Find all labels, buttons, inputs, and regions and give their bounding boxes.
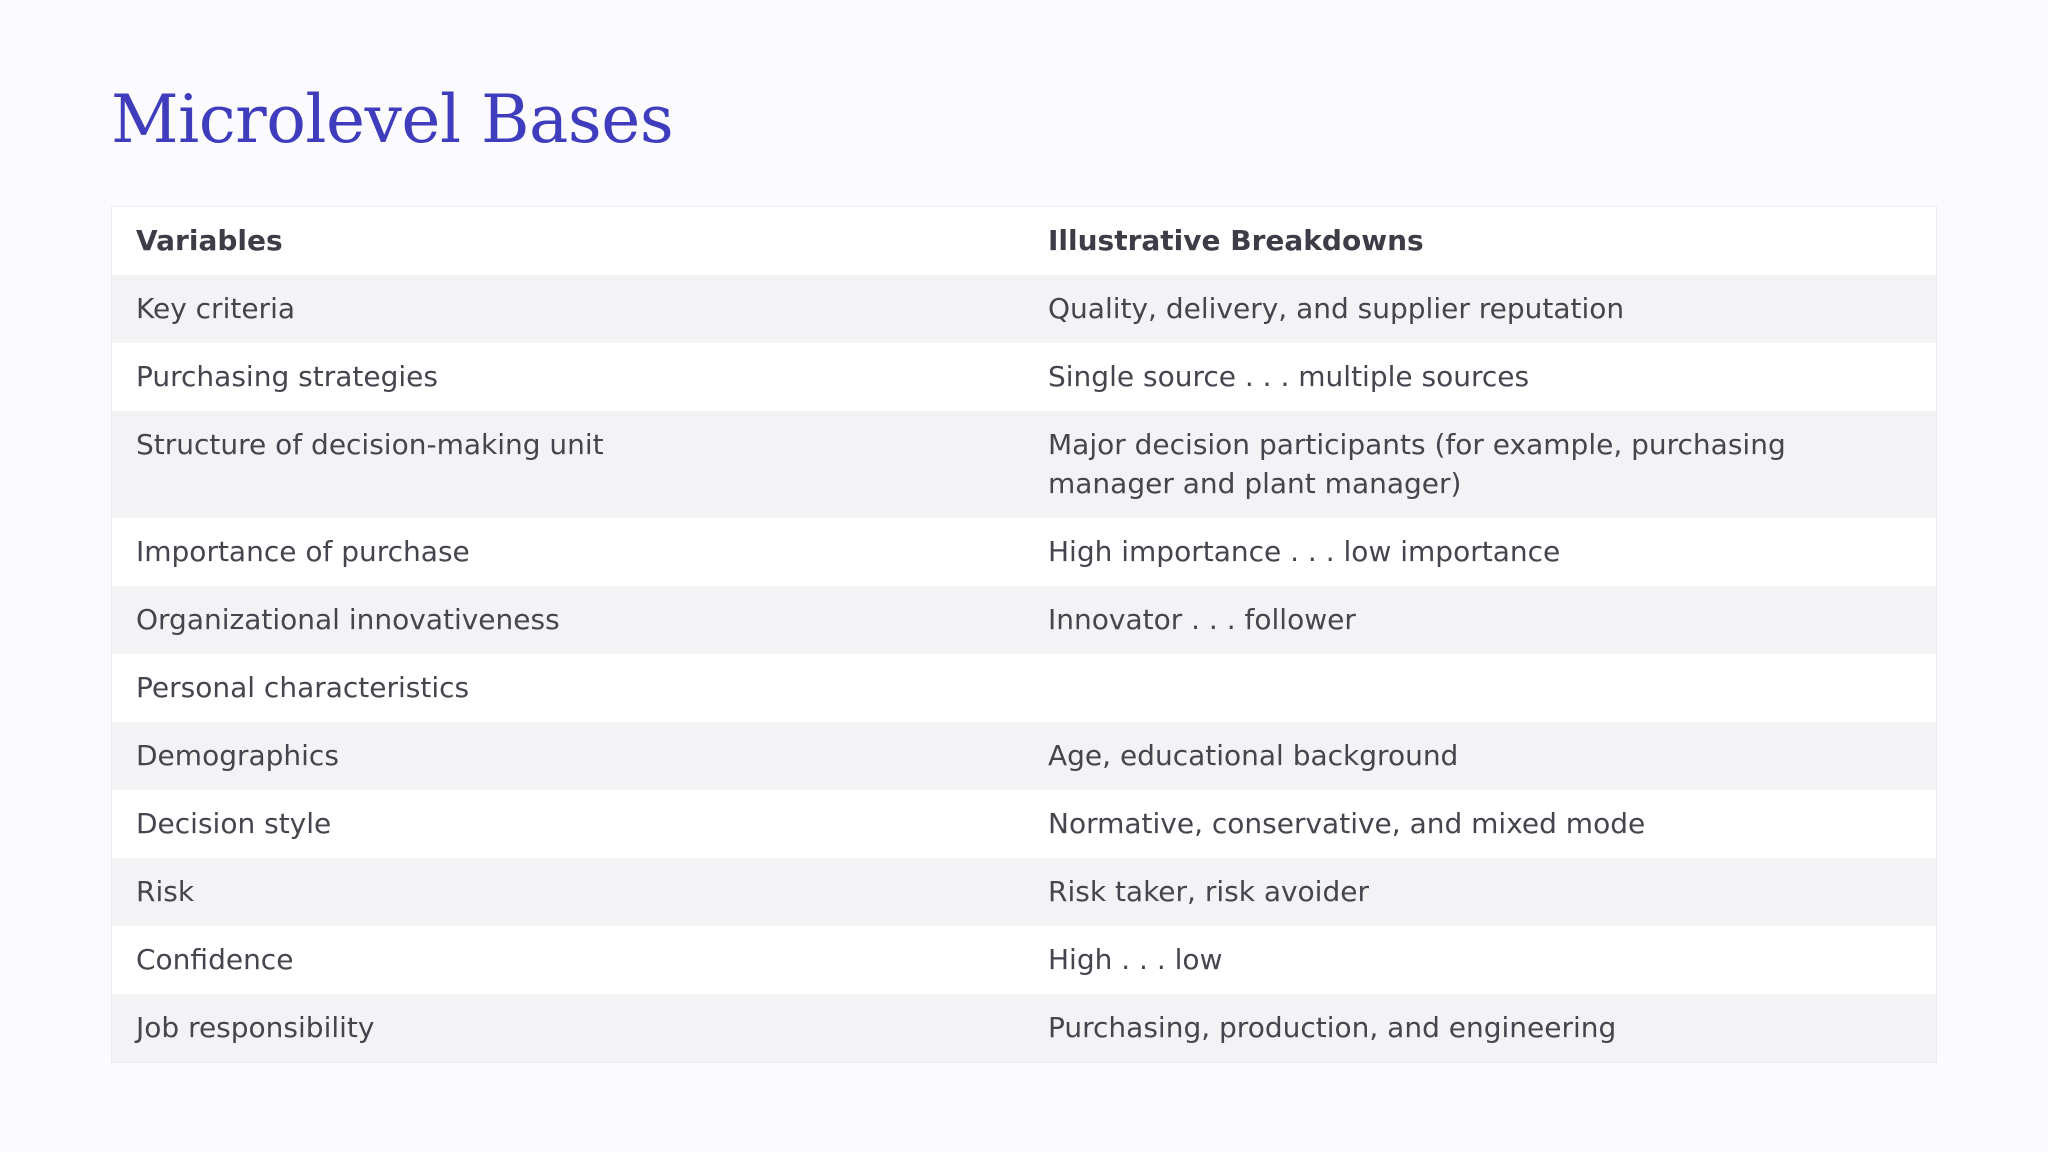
slide-title: Microlevel Bases xyxy=(111,81,674,158)
breakdown-cell: High importance . . . low importance xyxy=(1024,518,1936,586)
table-row xyxy=(112,790,1936,858)
header-illustrative-breakdowns: Illustrative Breakdowns xyxy=(1024,207,1936,275)
variable-cell: Importance of purchase xyxy=(112,518,1024,586)
table-row xyxy=(112,343,1936,411)
breakdown-cell: High . . . low xyxy=(1024,926,1936,994)
header-variables: Variables xyxy=(112,207,1024,275)
breakdown-cell xyxy=(1024,654,1936,722)
variable-cell: Demographics xyxy=(112,722,1024,790)
variable-cell: Risk xyxy=(112,858,1024,926)
table-row xyxy=(112,994,1936,1062)
table-row xyxy=(112,411,1936,518)
breakdown-cell: Single source . . . multiple sources xyxy=(1024,343,1936,411)
table-row xyxy=(112,586,1936,654)
table-row xyxy=(112,722,1936,790)
table-header-row xyxy=(112,207,1936,275)
table-row xyxy=(112,518,1936,586)
breakdown-cell: Purchasing, production, and engineering xyxy=(1024,994,1936,1062)
breakdown-cell: Age, educational background xyxy=(1024,722,1936,790)
variable-cell: Confidence xyxy=(112,926,1024,994)
table-row xyxy=(112,275,1936,343)
table-row xyxy=(112,926,1936,994)
breakdown-table xyxy=(112,207,1936,1062)
variable-cell: Organizational innovativeness xyxy=(112,586,1024,654)
variables-table xyxy=(111,206,1937,1063)
table-row xyxy=(112,858,1936,926)
breakdown-cell: Normative, conservative, and mixed mode xyxy=(1024,790,1936,858)
variable-cell: Job responsibility xyxy=(112,994,1024,1062)
breakdown-cell: Major decision participants (for example, purchasing manager and plant manager) xyxy=(1024,411,1936,518)
variable-cell: Decision style xyxy=(112,790,1024,858)
variable-cell: Structure of decision-making unit xyxy=(112,411,1024,518)
breakdown-cell: Innovator . . . follower xyxy=(1024,586,1936,654)
breakdown-cell: Quality, delivery, and supplier reputation xyxy=(1024,275,1936,343)
breakdown-cell: Risk taker, risk avoider xyxy=(1024,858,1936,926)
table-row xyxy=(112,654,1936,722)
variable-cell: Key criteria xyxy=(112,275,1024,343)
variable-cell: Personal characteristics xyxy=(112,654,1024,722)
variable-cell: Purchasing strategies xyxy=(112,343,1024,411)
